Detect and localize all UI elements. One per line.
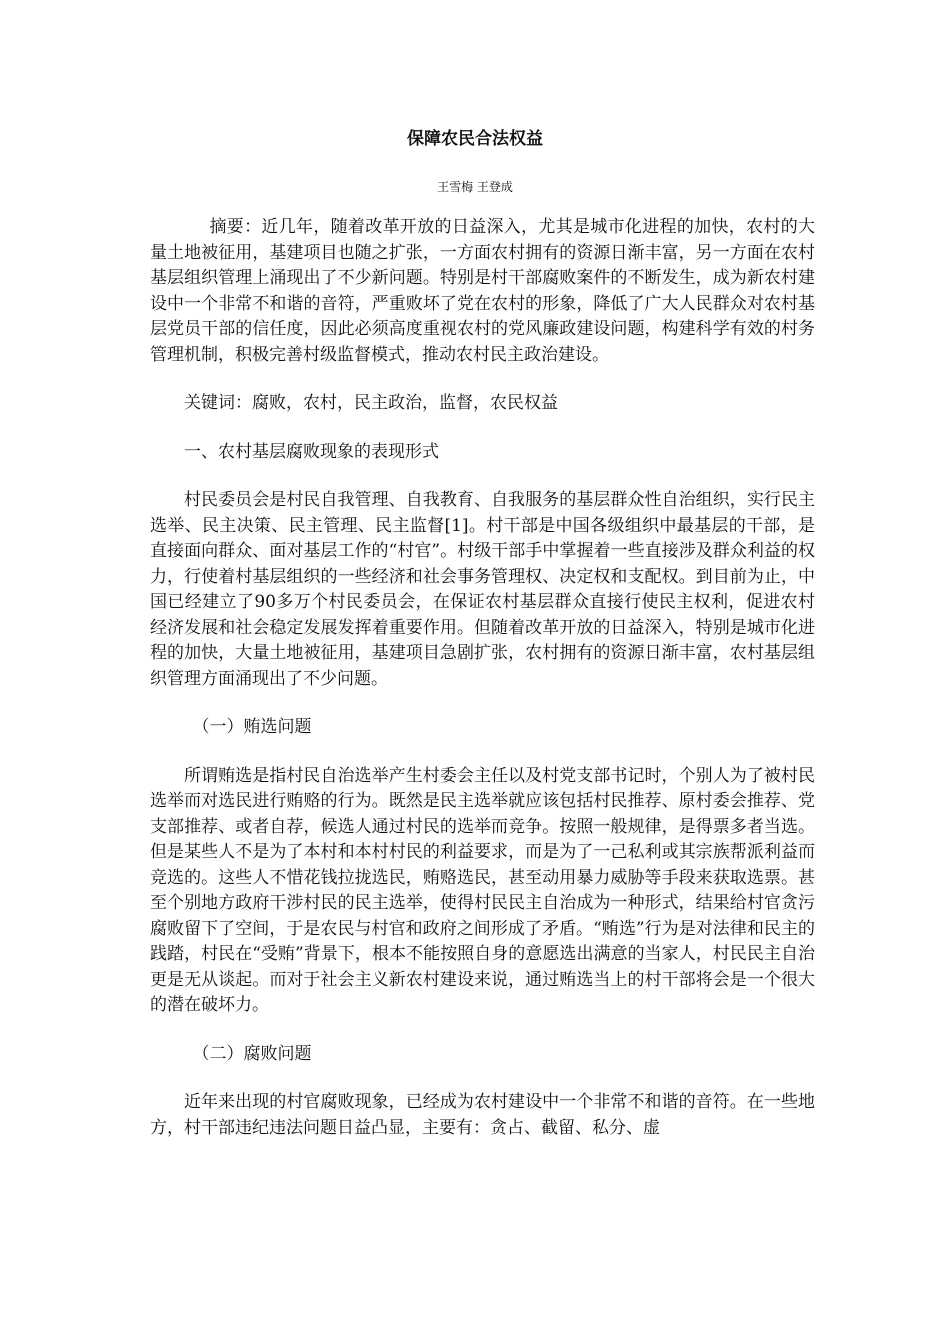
keywords-line: 关键词：腐败，农村，民主政治，监督，农民权益 — [184, 393, 558, 413]
subsection-heading-2: （二）腐败问题 — [192, 1043, 312, 1064]
subsection-1-paragraph: 所谓贿选是指村民自治选举产生村委会主任以及村党支部书记时，个别人为了被村民选举而对选民进行贿赂的行为。既然是民主选举就应该包括村民推荐、原村委会推荐、党支部推荐、或者自荐，候选人通过村民的选举而竞争。按照一般规律，是得票多者当选。但是某些人不是为了本村和本村村民的利益要求，而是为了一己私利或其宗族帮派利益而竞选的。这些人不惜花钱拉拢选民，贿赂选民，甚至动用暴力威胁等手段来获取选票。甚至个别地方政府干涉村民的民主选举，使得村民民主自治成为一种形式，结果给村官贪污腐败留下了空间，于是农民与村官和政府之间形成了矛盾。“贿选”行为是对法律和民主的践踏，村民在“受贿”背景下，根本不能按照自身的意愿选出满意的当家人，村民民主自治更是无从谈起。而对于社会主义新农村建设来说，通过贿选当上的村干部将会是一个很大的潜在破坏力。 — [150, 765, 815, 1015]
document-body — [150, 215, 815, 1164]
section-1-paragraph: 村民委员会是村民自我管理、自我教育、自我服务的基层群众性自治组织，实行民主选举、民主决策、民主管理、民主监督[1]。村干部是中国各级组织中最基层的干部，是直接面向群众、面对基层工作的“村官”。村级干部手中掌握着一些直接涉及群众利益的权力，行使着村基层组织的一些经济和社会事务管理权、决定权和支配权。到目前为止，中国已经建立了90多万个村民委员会，在保证农村基层群众直接行使民主权利，促进农村经济发展和社会稳定发展发挥着重要作用。但随着改革开放的日益深入，特别是城市化进程的加快，大量土地被征用，基建项目急剧扩张，农村拥有的资源日渐丰富，农村基层组织管理方面涌现出了不少问题。 — [150, 490, 815, 689]
document-authors: 王雪梅 王登成 — [437, 180, 513, 194]
document-title: 保障农民合法权益 — [407, 129, 543, 149]
section-heading-1: 一、农村基层腐败现象的表现形式 — [184, 441, 439, 462]
subsection-2-paragraph: 近年来出现的村官腐败现象，已经成为农村建设中一个非常不和谐的音符。在一些地方，村干部违纪违法问题日益凸显，主要有：贪占、截留、私分、虚 — [150, 1092, 815, 1138]
subsection-heading-1: （一）贿选问题 — [192, 717, 312, 737]
abstract-paragraph: 摘要：近几年，随着改革开放的日益深入，尤其是城市化进程的加快，农村的大量土地被征用，基建项目也随之扩张，一方面农村拥有的资源日渐丰富，另一方面在农村基层组织管理上涌现出了不少新问题。特别是村干部腐败案件的不断发生，成为新农村建设中一个非常不和谐的音符，严重败坏了党在农村的形象，降低了广大人民群众对农村基层党员干部的信任度，因此必须高度重视农村的党风廉政建设问题，构建科学有效的村务管理机制，积极完善村级监督模式，推动农村民主政治建设。 — [150, 217, 815, 365]
